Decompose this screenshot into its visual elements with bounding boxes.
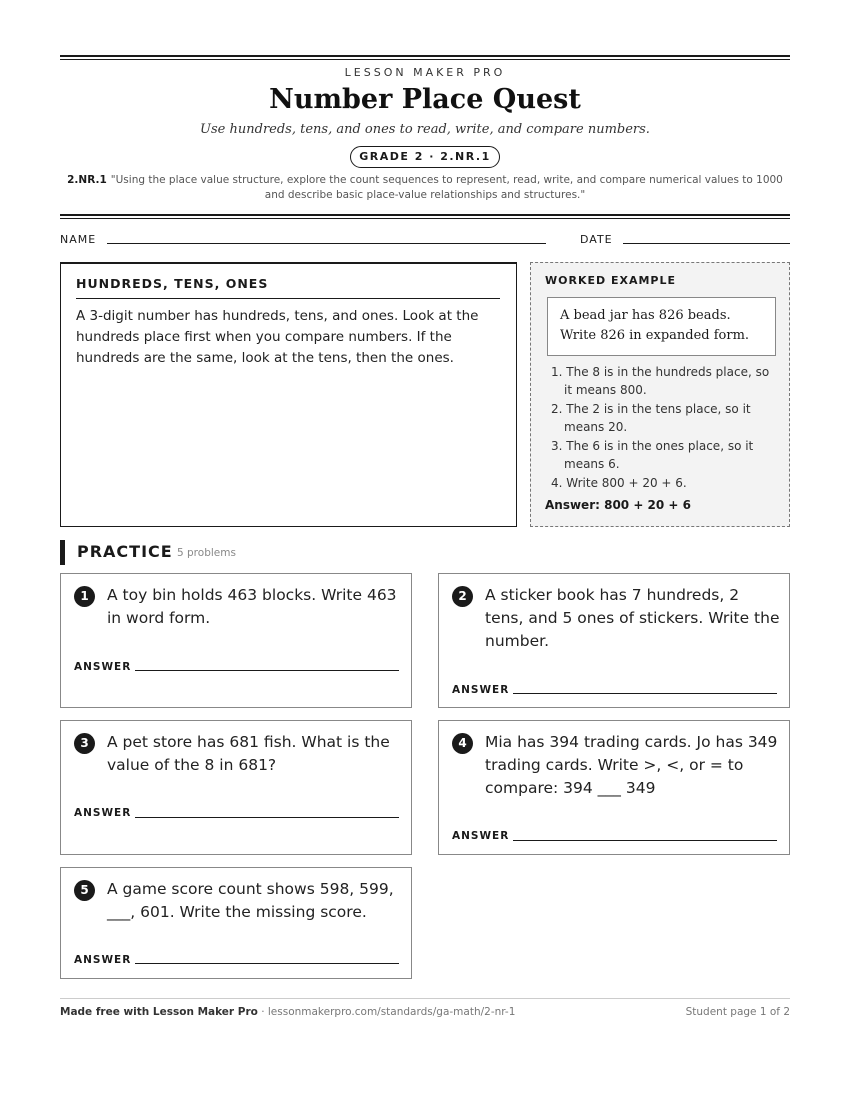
name-label: NAME: [60, 233, 97, 246]
worked-step: 3. The 6 is in the ones place, so it means 6.: [551, 439, 754, 471]
page-title: Number Place Quest: [269, 84, 581, 115]
answer-label: ANSWER: [74, 807, 132, 819]
worked-example-steps: [545, 363, 781, 493]
worked-step: 4. Write 800 + 20 + 6.: [551, 476, 687, 490]
problem-text: A game score count shows 598, 599, ___, 601. Write the missing score.: [107, 880, 394, 921]
page-subtitle: Use hundreds, tens, and ones to read, write, and compare numbers.: [200, 122, 650, 137]
worksheet-page: [60, 0, 790, 1100]
name-field[interactable]: [107, 243, 546, 244]
worked-step: 1. The 8 is in the hundreds place, so it means 800.: [551, 365, 770, 397]
grade-badge: GRADE 2 · 2.NR.1: [350, 146, 500, 168]
brand-name: LESSON MAKER PRO: [344, 66, 506, 79]
date-field[interactable]: [623, 243, 790, 244]
worked-example-heading: WORKED EXAMPLE: [545, 274, 676, 287]
worked-example-question: A bead jar has 826 beads. Write 826 in expanded form.: [547, 297, 776, 356]
practice-title: PRACTICE: [77, 542, 173, 561]
problem-number-badge: 2: [452, 586, 473, 607]
date-label: DATE: [580, 233, 613, 246]
footer-rule: [60, 998, 790, 999]
problem-number-badge: 5: [74, 880, 95, 901]
problem-card-5: [60, 867, 412, 979]
answer-field-3[interactable]: [135, 817, 399, 818]
practice-count: 5 problems: [177, 547, 236, 559]
problem-text: A sticker book has 7 hundreds, 2 tens, and 5 ones of stickers. Write the number.: [485, 586, 780, 650]
lesson-box: [60, 262, 517, 527]
problem-card-4: [438, 720, 790, 855]
footer-credit: [60, 1006, 515, 1018]
problem-text: A pet store has 681 fish. What is the value of the 8 in 681?: [107, 733, 390, 774]
problem-number-badge: 4: [452, 733, 473, 754]
answer-field-5[interactable]: [135, 963, 399, 964]
answer-label: ANSWER: [74, 954, 132, 966]
standard-description: [60, 173, 790, 203]
answer-field-1[interactable]: [135, 670, 399, 671]
problem-card-3: [60, 720, 412, 855]
practice-accent-bar: [60, 540, 65, 565]
lesson-body: A 3-digit number has hundreds, tens, and ones. Look at the hundreds place first when you compare numbers. If the hundreds are the same, look at the tens, then the ones.: [76, 308, 479, 366]
footer-page-number: Student page 1 of 2: [685, 1006, 790, 1018]
worked-example-box: [530, 262, 790, 527]
problem-number-badge: 3: [74, 733, 95, 754]
problem-text: Mia has 394 trading cards. Jo has 349 trading cards. Write >, <, or = to compare: 394 ___ 349: [485, 733, 778, 797]
answer-field-2[interactable]: [513, 693, 777, 694]
answer-label: ANSWER: [74, 661, 132, 673]
standard-text: "Using the place value structure, explore the count sequences to represent, read, write, and compare numerical values to 1000 and describe basic place-value relationships and structures.": [110, 174, 783, 201]
problem-card-1: [60, 573, 412, 708]
answer-label: ANSWER: [452, 830, 510, 842]
answer-field-4[interactable]: [513, 840, 777, 841]
lesson-heading: HUNDREDS, TENS, ONES: [76, 276, 500, 299]
answer-label: ANSWER: [452, 684, 510, 696]
standard-code: 2.NR.1: [67, 174, 107, 186]
problem-number-badge: 1: [74, 586, 95, 607]
header-top-rule: [60, 55, 790, 60]
problem-card-2: [438, 573, 790, 708]
problem-text: A toy bin holds 463 blocks. Write 463 in word form.: [107, 586, 397, 627]
footer-url[interactable]: · lessonmakerpro.com/standards/ga-math/2-nr-1: [257, 1006, 516, 1018]
worked-step: 2. The 2 is in the tens place, so it means 20.: [551, 402, 751, 434]
worked-example-answer: Answer: 800 + 20 + 6: [545, 498, 692, 512]
header-bottom-rule: [60, 214, 790, 219]
footer-made-with: Made free with Lesson Maker Pro: [60, 1006, 258, 1018]
